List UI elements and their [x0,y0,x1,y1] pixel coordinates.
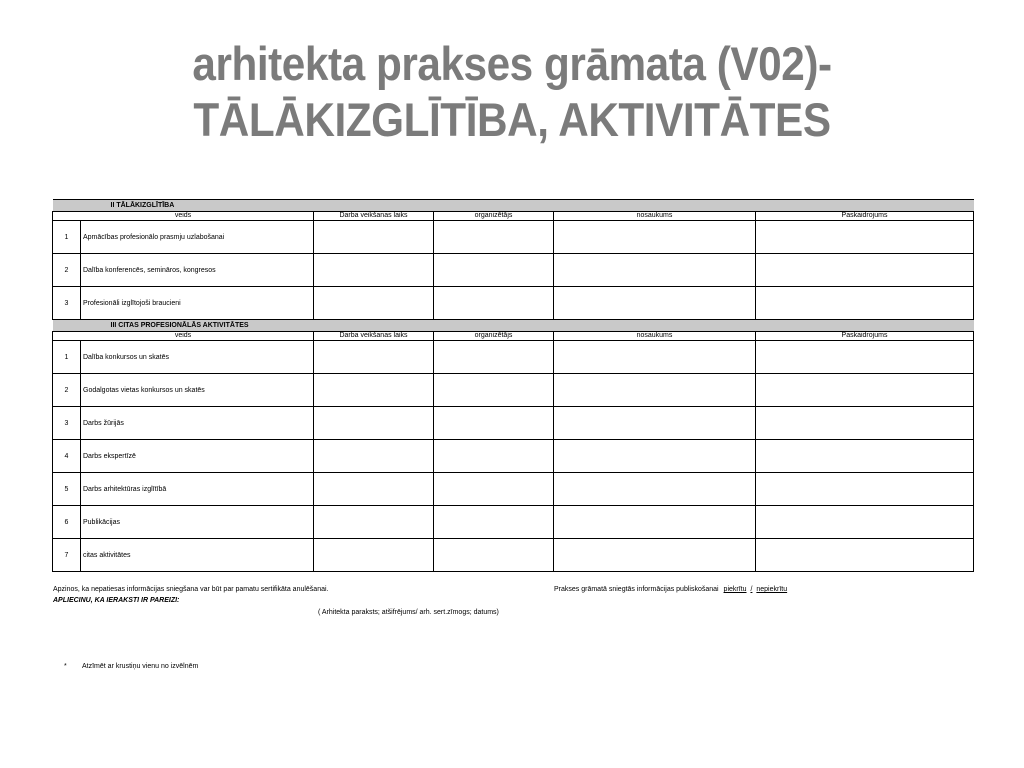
cell-explanation[interactable] [756,473,974,506]
cell-organizer[interactable] [434,407,554,440]
column-header: nosaukums [554,212,756,221]
disclaimer-text: Apzinos, ka nepatiesas informācijas sniegšana var būt par pamatu sertifikāta anulēšanai. [53,586,329,593]
cell-name[interactable] [554,440,756,473]
row-label: Dalība konkursos un skatēs [81,341,314,374]
signature-hint: ( Arhitekta paraksts; atšifrējums/ arh. sert.zīmogs; datums) [318,609,499,616]
cell-name[interactable] [554,254,756,287]
row-number: 1 [53,221,81,254]
table-row [53,539,974,572]
cell-time[interactable] [314,254,434,287]
section-spacer [53,200,81,212]
column-header: organizētājs [434,212,554,221]
table-row [53,341,974,374]
section-title: III CITAS PROFESIONĀLĀS AKTIVITĀTES [81,320,314,332]
cell-time[interactable] [314,221,434,254]
cell-name[interactable] [554,473,756,506]
cell-explanation[interactable] [756,287,974,320]
table-row [53,473,974,506]
row-label: Publikācijas [81,506,314,539]
cell-explanation[interactable] [756,374,974,407]
row-number: 4 [53,440,81,473]
row-label: Godalgotas vietas konkursos un skatēs [81,374,314,407]
cell-name[interactable] [554,374,756,407]
certify-heading: APLIECINU, KA IERAKSTI IR PAREIZI: [53,597,180,604]
row-label: Darbs žūrijās [81,407,314,440]
cell-organizer[interactable] [434,287,554,320]
table-row [53,407,974,440]
cell-name[interactable] [554,341,756,374]
row-number: 6 [53,506,81,539]
page-title [51,36,973,148]
table-row [53,221,974,254]
row-number: 2 [53,374,81,407]
note-text: Atzīmēt ar krustiņu vienu no izvēlnēm [82,663,199,670]
cell-explanation[interactable] [756,254,974,287]
cell-organizer[interactable] [434,539,554,572]
cell-explanation[interactable] [756,506,974,539]
row-number: 3 [53,407,81,440]
section-fill [314,320,974,332]
row-label: Darbs arhitektūras izglītībā [81,473,314,506]
section-spacer [53,320,81,332]
title-line-1: arhitekta prakses grāmata (V02)- [192,37,832,90]
row-label: Darbs ekspertīzē [81,440,314,473]
cell-time[interactable] [314,539,434,572]
cell-organizer[interactable] [434,473,554,506]
row-label: Dalība konferencēs, semināros, kongresos [81,254,314,287]
practice-book-table [52,199,974,572]
cell-name[interactable] [554,539,756,572]
cell-time[interactable] [314,287,434,320]
publish-separator: / [750,586,753,593]
section3-title-row [53,320,974,332]
column-header-row [53,332,974,341]
section-title: II TĀLĀKIZGLĪTĪBA [81,200,314,212]
row-number: 7 [53,539,81,572]
cell-explanation[interactable] [756,440,974,473]
cell-time[interactable] [314,473,434,506]
column-header: Paskaidrojums [756,332,974,341]
cell-organizer[interactable] [434,221,554,254]
row-number: 2 [53,254,81,287]
title-line-2: TĀLĀKIZGLĪTĪBA, AKTIVITĀTES [193,93,831,146]
cell-explanation[interactable] [756,539,974,572]
publish-disagree-option[interactable]: nepiekrītu [756,586,788,593]
cell-explanation[interactable] [756,407,974,440]
cell-time[interactable] [314,374,434,407]
cell-time[interactable] [314,440,434,473]
note-asterisk: * [64,663,67,670]
table-row [53,287,974,320]
cell-name[interactable] [554,287,756,320]
row-number: 5 [53,473,81,506]
cell-organizer[interactable] [434,440,554,473]
row-number: 1 [53,341,81,374]
table-row [53,254,974,287]
cell-time[interactable] [314,407,434,440]
column-header: Paskaidrojums [756,212,974,221]
cell-organizer[interactable] [434,341,554,374]
row-number: 3 [53,287,81,320]
section2-title-row [53,200,974,212]
publish-consent [554,586,787,593]
cell-organizer[interactable] [434,374,554,407]
column-header: nosaukums [554,332,756,341]
cell-name[interactable] [554,221,756,254]
column-header: organizētājs [434,332,554,341]
publish-consent-label: Prakses grāmatā sniegtās informācijas publiskošanai [554,586,719,593]
cell-time[interactable] [314,506,434,539]
publish-agree-option[interactable]: piekrītu [723,586,747,593]
table-row [53,440,974,473]
column-header: Darba veikšanas laiks [314,332,434,341]
table-row [53,374,974,407]
column-header: Darba veikšanas laiks [314,212,434,221]
column-header: veids [53,332,314,341]
row-label: Apmācības profesionālo prasmju uzlabošanai [81,221,314,254]
row-label: citas aktivitātes [81,539,314,572]
cell-name[interactable] [554,407,756,440]
cell-explanation[interactable] [756,341,974,374]
cell-time[interactable] [314,341,434,374]
table-row [53,506,974,539]
section-fill [314,200,974,212]
cell-name[interactable] [554,506,756,539]
row-label: Profesionāli izglītojoši braucieni [81,287,314,320]
cell-organizer[interactable] [434,506,554,539]
cell-organizer[interactable] [434,254,554,287]
cell-explanation[interactable] [756,221,974,254]
column-header-row [53,212,974,221]
column-header: veids [53,212,314,221]
